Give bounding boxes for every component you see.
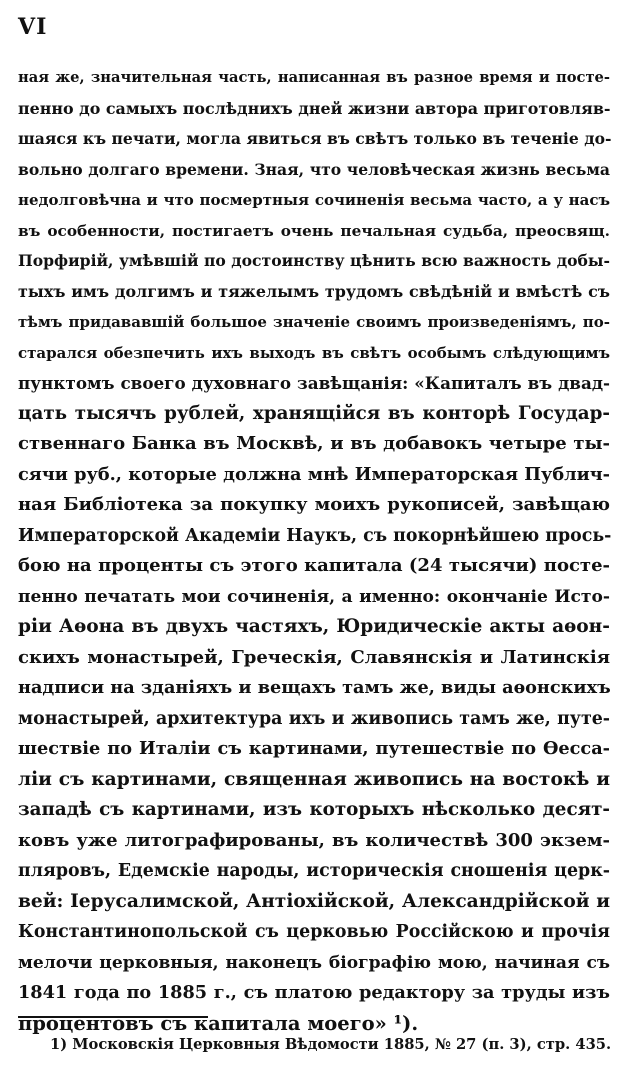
- text-line: вей: Іерусалимской, Антіохійской, Александрійской и: [18, 890, 610, 912]
- text-line: ственнаго Банка въ Москвѣ, и въ добавокъ четыре ты-: [18, 433, 610, 454]
- text-line: надписи на зданіяхъ и вещахъ тамъ же, виды аѳонскихъ: [18, 677, 611, 698]
- text-line: тѣмъ придававшій большое значеніе своимъ произведеніямъ, по-: [18, 313, 610, 331]
- text-line: Порфирій, умѣвшій по достоинству цѣнить всю важность добы-: [18, 251, 610, 270]
- text-line: мелочи церковныя, наконецъ біографію мою, начиная съ: [18, 952, 610, 973]
- text-line: пенно до самыхъ послѣднихъ дней жизни автора приготовляв-: [18, 98, 611, 118]
- body-text: [18, 63, 610, 1039]
- text-line: ковъ уже литографированы, въ количествѣ 300 экзем-: [18, 829, 610, 851]
- text-line: Константинопольской съ церковью Россійскою и прочія: [18, 922, 610, 942]
- text-line: ліи съ картинами, священная живопись на востокѣ и: [18, 768, 610, 790]
- footnote-divider: [18, 1016, 208, 1018]
- text-line: пляровъ, Едемскіе народы, историческія сношенія церк-: [18, 861, 610, 881]
- text-line: Императорской Академіи Наукъ, съ покорнѣйшею прось-: [18, 525, 612, 546]
- text-line: цать тысячъ рублей, хранящійся въ конторѣ Государ-: [18, 402, 610, 424]
- text-line: монастырей, архитектура ихъ и живопись тамъ же, путе-: [18, 708, 610, 729]
- text-line: ная Библіотека за покупку моихъ рукописей, завѣщаю: [18, 494, 610, 515]
- text-line-last: процентовъ съ капитала моего» ¹).: [18, 1011, 419, 1035]
- text-line: старался обезпечить ихъ выходъ въ свѣтъ особымъ слѣдующимъ: [18, 343, 610, 362]
- text-line: сячи руб., которые должна мнѣ Императорская Публич-: [18, 463, 610, 485]
- text-line: западѣ съ картинами, изъ которыхъ нѣсколько десят-: [18, 799, 610, 820]
- text-line: вольно долгаго времени. Зная, что человѣческая жизнь весьма: [18, 159, 610, 179]
- text-line: 1841 года по 1885 г., съ платою редактору за труды изъ: [18, 982, 610, 1003]
- text-line: ная же, значительная часть, написанная въ разное время и посте-: [18, 69, 610, 86]
- text-line: шествіе по Италіи съ картинами, путешествіе по Ѳесса-: [18, 738, 610, 759]
- text-line: бою на проценты съ этого капитала (24 тысячи) посте-: [18, 555, 610, 576]
- text-line: въ особенности, постигаетъ очень печальная судьба, преосвящ.: [18, 221, 610, 240]
- footnote: 1) Московскія Церковныя Вѣдомости 1885, № 27 (п. 3), стр. 435.: [50, 1036, 612, 1053]
- text-line: пунктомъ своего духовнаго завѣщанія: «Капиталъ въ двад-: [18, 373, 610, 393]
- text-line: шаяся къ печати, могла явиться въ свѣтъ только въ теченіе до-: [18, 129, 612, 148]
- text-line: недолговѣчна и что посмертныя сочиненія весьма часто, а у насъ: [18, 191, 610, 209]
- text-line: тыхъ имъ долгимъ и тяжелымъ трудомъ свѣдѣній и вмѣстѣ съ: [18, 281, 610, 301]
- text-line: ріи Аѳона въ двухъ частяхъ, Юридическіе акты аѳон-: [18, 616, 610, 637]
- page-number: VI: [18, 14, 48, 40]
- text-line: пенно печатать мои сочиненія, а именно: окончаніе Исто-: [18, 586, 610, 607]
- text-line: скихъ монастырей, Греческія, Славянскія и Латинскія: [18, 646, 610, 668]
